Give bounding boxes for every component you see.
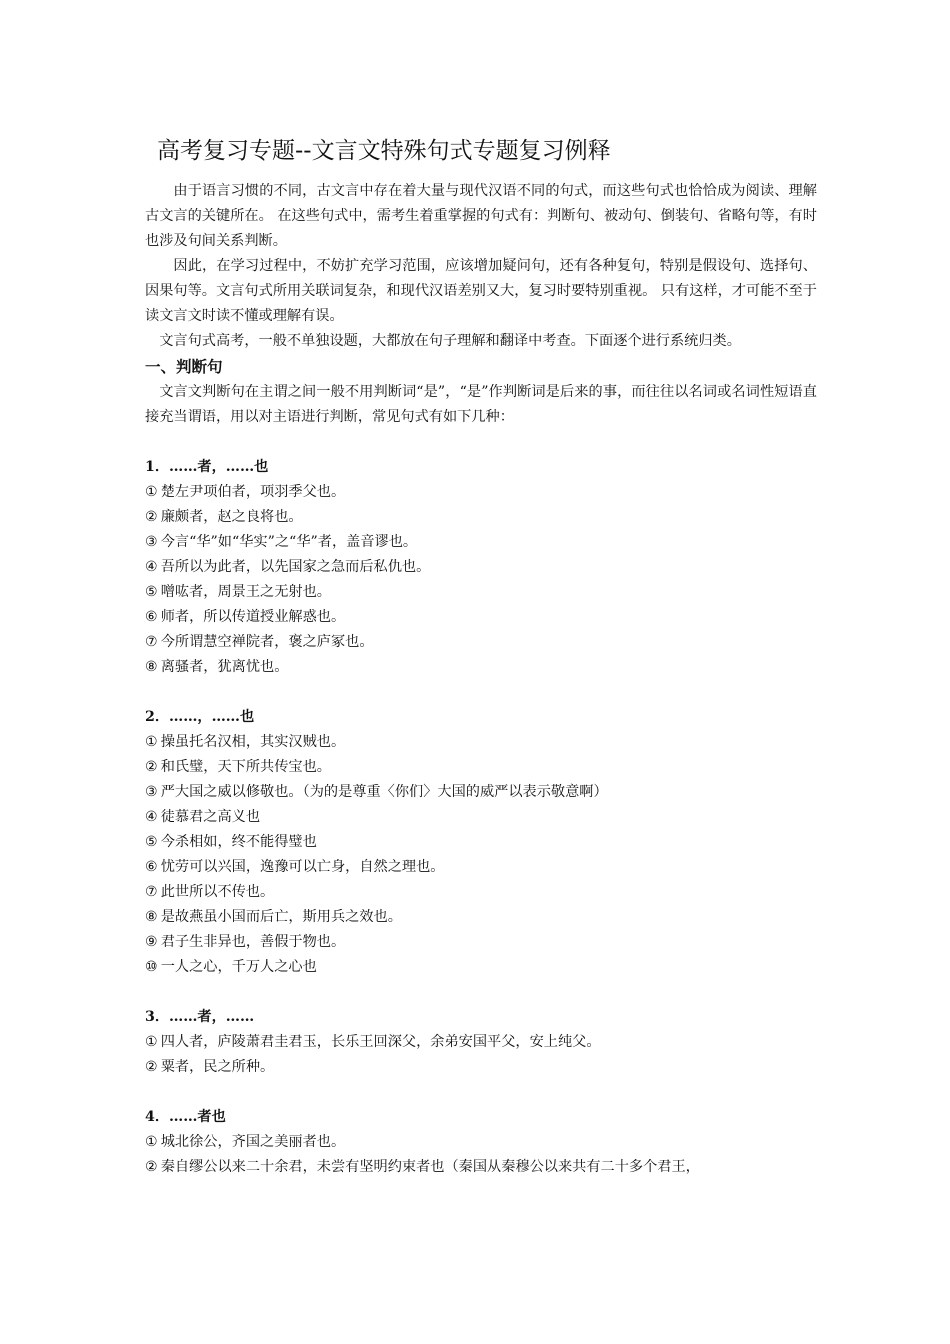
item-number: ④ [145, 809, 158, 825]
pattern-heading: 3．……者，…… [145, 1009, 255, 1025]
item-number: ⑥ [145, 609, 158, 625]
pattern-heading: 2．……，……也 [145, 709, 255, 725]
item-number: ① [145, 1134, 158, 1150]
example-sentence [145, 530, 817, 555]
intro-paragraph-1: 由于语言习惯的不同，古文言中存在着大量与现代汉语不同的句式，而这些句式也恰恰成为阅读、理解古文言的关键所在。 在这些句式中，需考生着重掌握的句式有：判断句、被动句、倒装句、省略句等，有时也涉及句间关系判断。 [145, 183, 817, 249]
intro-paragraph-2: 因此，在学习过程中，不妨扩充学习范围，应该增加疑问句，还有各种复句，特别是假设句、选择句、因果句等。文言句式所用关联词复杂，和现代汉语差别又大，复习时要特别重视。 只有这样，才可能不至于读文言文时读不懂或理解有误。 [145, 258, 817, 324]
example-sentence [145, 955, 817, 980]
example-text: 严大国之威以修敬也。（为的是尊重〈你们〉大国的威严以表示敬意啊） [160, 784, 608, 800]
example-sentence [145, 655, 817, 680]
example-sentence [145, 905, 817, 930]
example-sentence [145, 605, 817, 630]
example-sentence [145, 880, 817, 905]
example-sentence [145, 1030, 817, 1055]
sentence-pattern-group-4 [145, 1105, 817, 1180]
example-text: 此世所以不传也。 [160, 884, 275, 900]
example-text: 忧劳可以兴国，逸豫可以亡身，自然之理也。 [160, 859, 445, 875]
example-text: 君子生非异也，善假于物也。 [160, 934, 346, 950]
example-sentence [145, 580, 817, 605]
intro-paragraph-3: 文言句式高考，一般不单独设题，大都放在句子理解和翻译中考查。下面逐个进行系统归类。 [159, 333, 741, 349]
example-text: 今所谓慧空禅院者，褒之庐冢也。 [160, 634, 374, 650]
example-sentence [145, 805, 817, 830]
example-sentence [145, 1130, 817, 1155]
example-sentence [145, 1055, 817, 1080]
sentence-pattern-group-2 [145, 705, 817, 980]
item-number: ⑧ [145, 909, 158, 925]
example-text: 秦自缪公以来二十余君，未尝有坚明约束者也（秦国从秦穆公以来共有二十多个君王， [160, 1159, 700, 1175]
spacer [145, 980, 817, 1005]
example-text: 是故燕虽小国而后亡，斯用兵之效也。 [160, 909, 402, 925]
item-number: ④ [145, 559, 158, 575]
example-text: 吾所以为此者，以先国家之急而后私仇也。 [160, 559, 431, 575]
section-description: 文言文判断句在主谓之间一般不用判断词“是”，“是”作判断词是后来的事，而往往以名词或名词性短语直接充当谓语，用以对主语进行判断，常见句式有如下几种： [145, 384, 817, 425]
example-sentence [145, 755, 817, 780]
example-text: 离骚者，犹离忧也。 [160, 659, 289, 675]
example-text: 噌吰者，周景王之无射也。 [160, 584, 331, 600]
item-number: ③ [145, 784, 158, 800]
example-sentence [145, 480, 817, 505]
example-text: 粟者，民之所种。 [160, 1059, 275, 1075]
example-text: 四人者，庐陵萧君圭君玉，长乐王回深父，余弟安国平父，安上纯父。 [160, 1034, 601, 1050]
item-number: ⑦ [145, 884, 158, 900]
example-text: 和氏璧，天下所共传宝也。 [160, 759, 331, 775]
item-number: ⑧ [145, 659, 158, 675]
example-text: 师者，所以传道授业解惑也。 [160, 609, 346, 625]
document-page [145, 133, 817, 1180]
spacer [145, 1080, 817, 1105]
example-text: 一人之心，千万人之心也 [160, 959, 317, 975]
example-text: 廉颇者，赵之良将也。 [160, 509, 303, 525]
example-sentence [145, 730, 817, 755]
item-number: ⑨ [145, 934, 158, 950]
example-sentence [145, 555, 817, 580]
item-number: ② [145, 1159, 158, 1175]
example-sentence [145, 855, 817, 880]
spacer [145, 680, 817, 705]
item-number: ⑥ [145, 859, 158, 875]
example-sentence [145, 930, 817, 955]
item-number: ① [145, 484, 158, 500]
example-text: 城北徐公，齐国之美丽者也。 [160, 1134, 346, 1150]
example-sentence [145, 830, 817, 855]
item-number: ③ [145, 534, 158, 550]
pattern-heading: 1．……者，……也 [145, 459, 269, 475]
item-number: ⑤ [145, 834, 158, 850]
spacer [145, 430, 817, 455]
item-number: ⑤ [145, 584, 158, 600]
example-text: 徒慕君之高义也 [160, 809, 261, 825]
example-text: 今杀相如，终不能得璧也 [160, 834, 317, 850]
item-number: ② [145, 759, 158, 775]
example-sentence [145, 630, 817, 655]
document-title: 高考复习专题--文言文特殊句式专题复习例释 [157, 138, 611, 164]
pattern-heading: 4．……者也 [145, 1109, 226, 1125]
item-number: ⑩ [145, 959, 158, 975]
example-text: 操虽托名汉相，其实汉贼也。 [160, 734, 346, 750]
example-sentence [145, 1155, 817, 1180]
item-number: ① [145, 734, 158, 750]
example-sentence [145, 505, 817, 530]
item-number: ① [145, 1034, 158, 1050]
sentence-pattern-group-1 [145, 455, 817, 680]
item-number: ② [145, 1059, 158, 1075]
example-text: 楚左尹项伯者，项羽季父也。 [160, 484, 346, 500]
example-sentence [145, 780, 817, 805]
item-number: ② [145, 509, 158, 525]
item-number: ⑦ [145, 634, 158, 650]
example-text: 今言“华”如“华实”之“华”者，盖音谬也。 [160, 534, 418, 550]
sentence-pattern-group-3 [145, 1005, 817, 1080]
section-heading-judgment: 一、判断句 [145, 358, 223, 376]
